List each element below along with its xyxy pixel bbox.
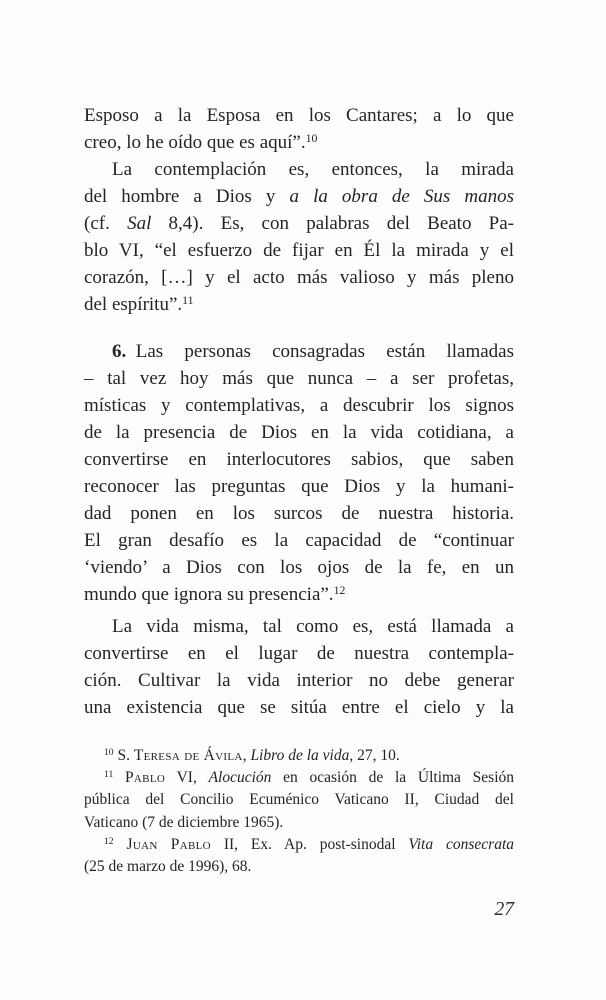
text-line bbox=[84, 237, 514, 264]
text-line bbox=[84, 156, 514, 183]
text-segment: Las personas consagradas están llamadas bbox=[126, 341, 514, 362]
text-line bbox=[84, 581, 514, 608]
text-segment: (25 de marzo de 1996), 68. bbox=[84, 858, 252, 876]
text-segment: La contemplación es, entonces, la mirada bbox=[112, 159, 514, 180]
italic-text: Alocución bbox=[208, 769, 272, 787]
paragraph bbox=[84, 156, 514, 318]
text-line bbox=[84, 554, 514, 581]
text-segment: reconocer las preguntas que Dios y la humani- bbox=[84, 476, 514, 497]
text-line bbox=[84, 446, 514, 473]
page-number: 27 bbox=[494, 899, 514, 920]
text-line bbox=[84, 419, 514, 446]
text-segment: Esposo a la Esposa en los Cantares; a lo que bbox=[84, 105, 514, 126]
text-segment: Vaticano (7 de diciembre 1965). bbox=[84, 813, 284, 831]
text-segment: del espíritu”. bbox=[84, 294, 183, 315]
text-line bbox=[84, 183, 514, 210]
text-line bbox=[84, 856, 514, 878]
footnote-marker: 12 bbox=[333, 584, 346, 598]
text-line bbox=[84, 812, 514, 834]
text-segment: corazón, […] y el acto más valioso y más pleno bbox=[84, 267, 514, 288]
smallcaps-name: Juan Pablo bbox=[126, 835, 211, 853]
text-segment: El gran desafío es la capacidad de “continuar bbox=[84, 530, 514, 551]
text-segment: místicas y contemplativas, a descubrir los signos bbox=[84, 395, 514, 416]
text-line bbox=[84, 210, 514, 237]
footnote-marker: 12 bbox=[104, 836, 114, 848]
footnote-marker: 10 bbox=[305, 132, 318, 146]
footnotes-block bbox=[84, 745, 514, 878]
text-line bbox=[84, 365, 514, 392]
text-segment: (cf. bbox=[84, 213, 128, 234]
text-segment: del hombre a Dios y bbox=[84, 186, 290, 207]
text-line bbox=[84, 640, 514, 667]
paragraph bbox=[84, 767, 514, 834]
smallcaps-name: Pablo bbox=[125, 769, 166, 787]
text-segment: convertirse en interlocutores sabios, que saben bbox=[84, 449, 514, 470]
text-segment: – tal vez hoy más que nunca – a ser profetas, bbox=[84, 368, 514, 389]
text-line bbox=[84, 527, 514, 554]
text-segment: pública del Concilio Ecuménico Vaticano II, Ciudad del bbox=[84, 791, 514, 809]
text-line bbox=[84, 338, 514, 365]
text-segment: ‘viendo’ a Dios con los ojos de la fe, en un bbox=[84, 557, 514, 578]
text-line bbox=[84, 767, 514, 789]
text-segment: de la presencia de Dios en la vida cotidiana, a bbox=[84, 422, 514, 443]
smallcaps-name: Teresa de Ávila bbox=[133, 747, 243, 764]
paragraph bbox=[84, 338, 514, 608]
text-segment: convertirse en el lugar de nuestra contempla- bbox=[84, 643, 514, 664]
text-segment: S. bbox=[113, 747, 134, 764]
paragraph bbox=[84, 613, 514, 721]
text-line bbox=[84, 473, 514, 500]
text-line bbox=[84, 392, 514, 419]
text-segment: VI, bbox=[165, 769, 209, 787]
text-line bbox=[84, 291, 514, 318]
text-segment bbox=[113, 769, 125, 786]
text-line bbox=[84, 745, 514, 767]
text-segment: una existencia que se sitúa entre el cielo y la bbox=[84, 697, 514, 718]
text-segment: creo, lo he oído que es aquí”. bbox=[84, 132, 306, 153]
text-segment: La vida misma, tal como es, está llamada a bbox=[112, 616, 514, 637]
text-segment: ción. Cultivar la vida interior no debe generar bbox=[84, 670, 514, 691]
bold-section-number: 6. bbox=[112, 341, 127, 362]
paragraph bbox=[84, 745, 514, 767]
text-line bbox=[84, 500, 514, 527]
text-segment: mundo que ignora su presencia”. bbox=[84, 584, 334, 605]
text-line bbox=[84, 667, 514, 694]
italic-text: a la obra de Sus manos bbox=[289, 186, 514, 207]
text-segment: 8,4). Es, con palabras del Beato Pa- bbox=[151, 213, 515, 234]
text-segment: dad ponen en los surcos de nuestra historia. bbox=[84, 503, 514, 524]
text-line bbox=[84, 789, 514, 811]
paragraph bbox=[84, 102, 514, 156]
italic-text: Libro de la vida bbox=[250, 747, 350, 764]
main-text-block bbox=[84, 102, 514, 721]
italic-text: Vita consecrata bbox=[408, 835, 515, 853]
text-line bbox=[84, 694, 514, 721]
text-line bbox=[84, 264, 514, 291]
text-segment: , bbox=[242, 747, 251, 764]
text-line bbox=[84, 129, 514, 156]
italic-text: Sal bbox=[127, 213, 152, 234]
footnote-marker: 10 bbox=[104, 747, 114, 759]
text-line bbox=[84, 834, 514, 856]
text-segment: , 27, 10. bbox=[349, 747, 400, 764]
text-segment bbox=[114, 836, 127, 853]
text-line bbox=[84, 613, 514, 640]
paragraph bbox=[84, 834, 514, 878]
text-segment: II, Ex. Ap. post-sinodal bbox=[210, 835, 409, 853]
text-segment: en ocasión de la Última Sesión bbox=[271, 769, 515, 787]
text-segment: blo VI, “el esfuerzo de fijar en Él la mirada y el bbox=[84, 240, 514, 261]
text-line bbox=[84, 102, 514, 129]
footnote-marker: 11 bbox=[182, 294, 194, 308]
footnote-marker: 11 bbox=[104, 769, 114, 781]
